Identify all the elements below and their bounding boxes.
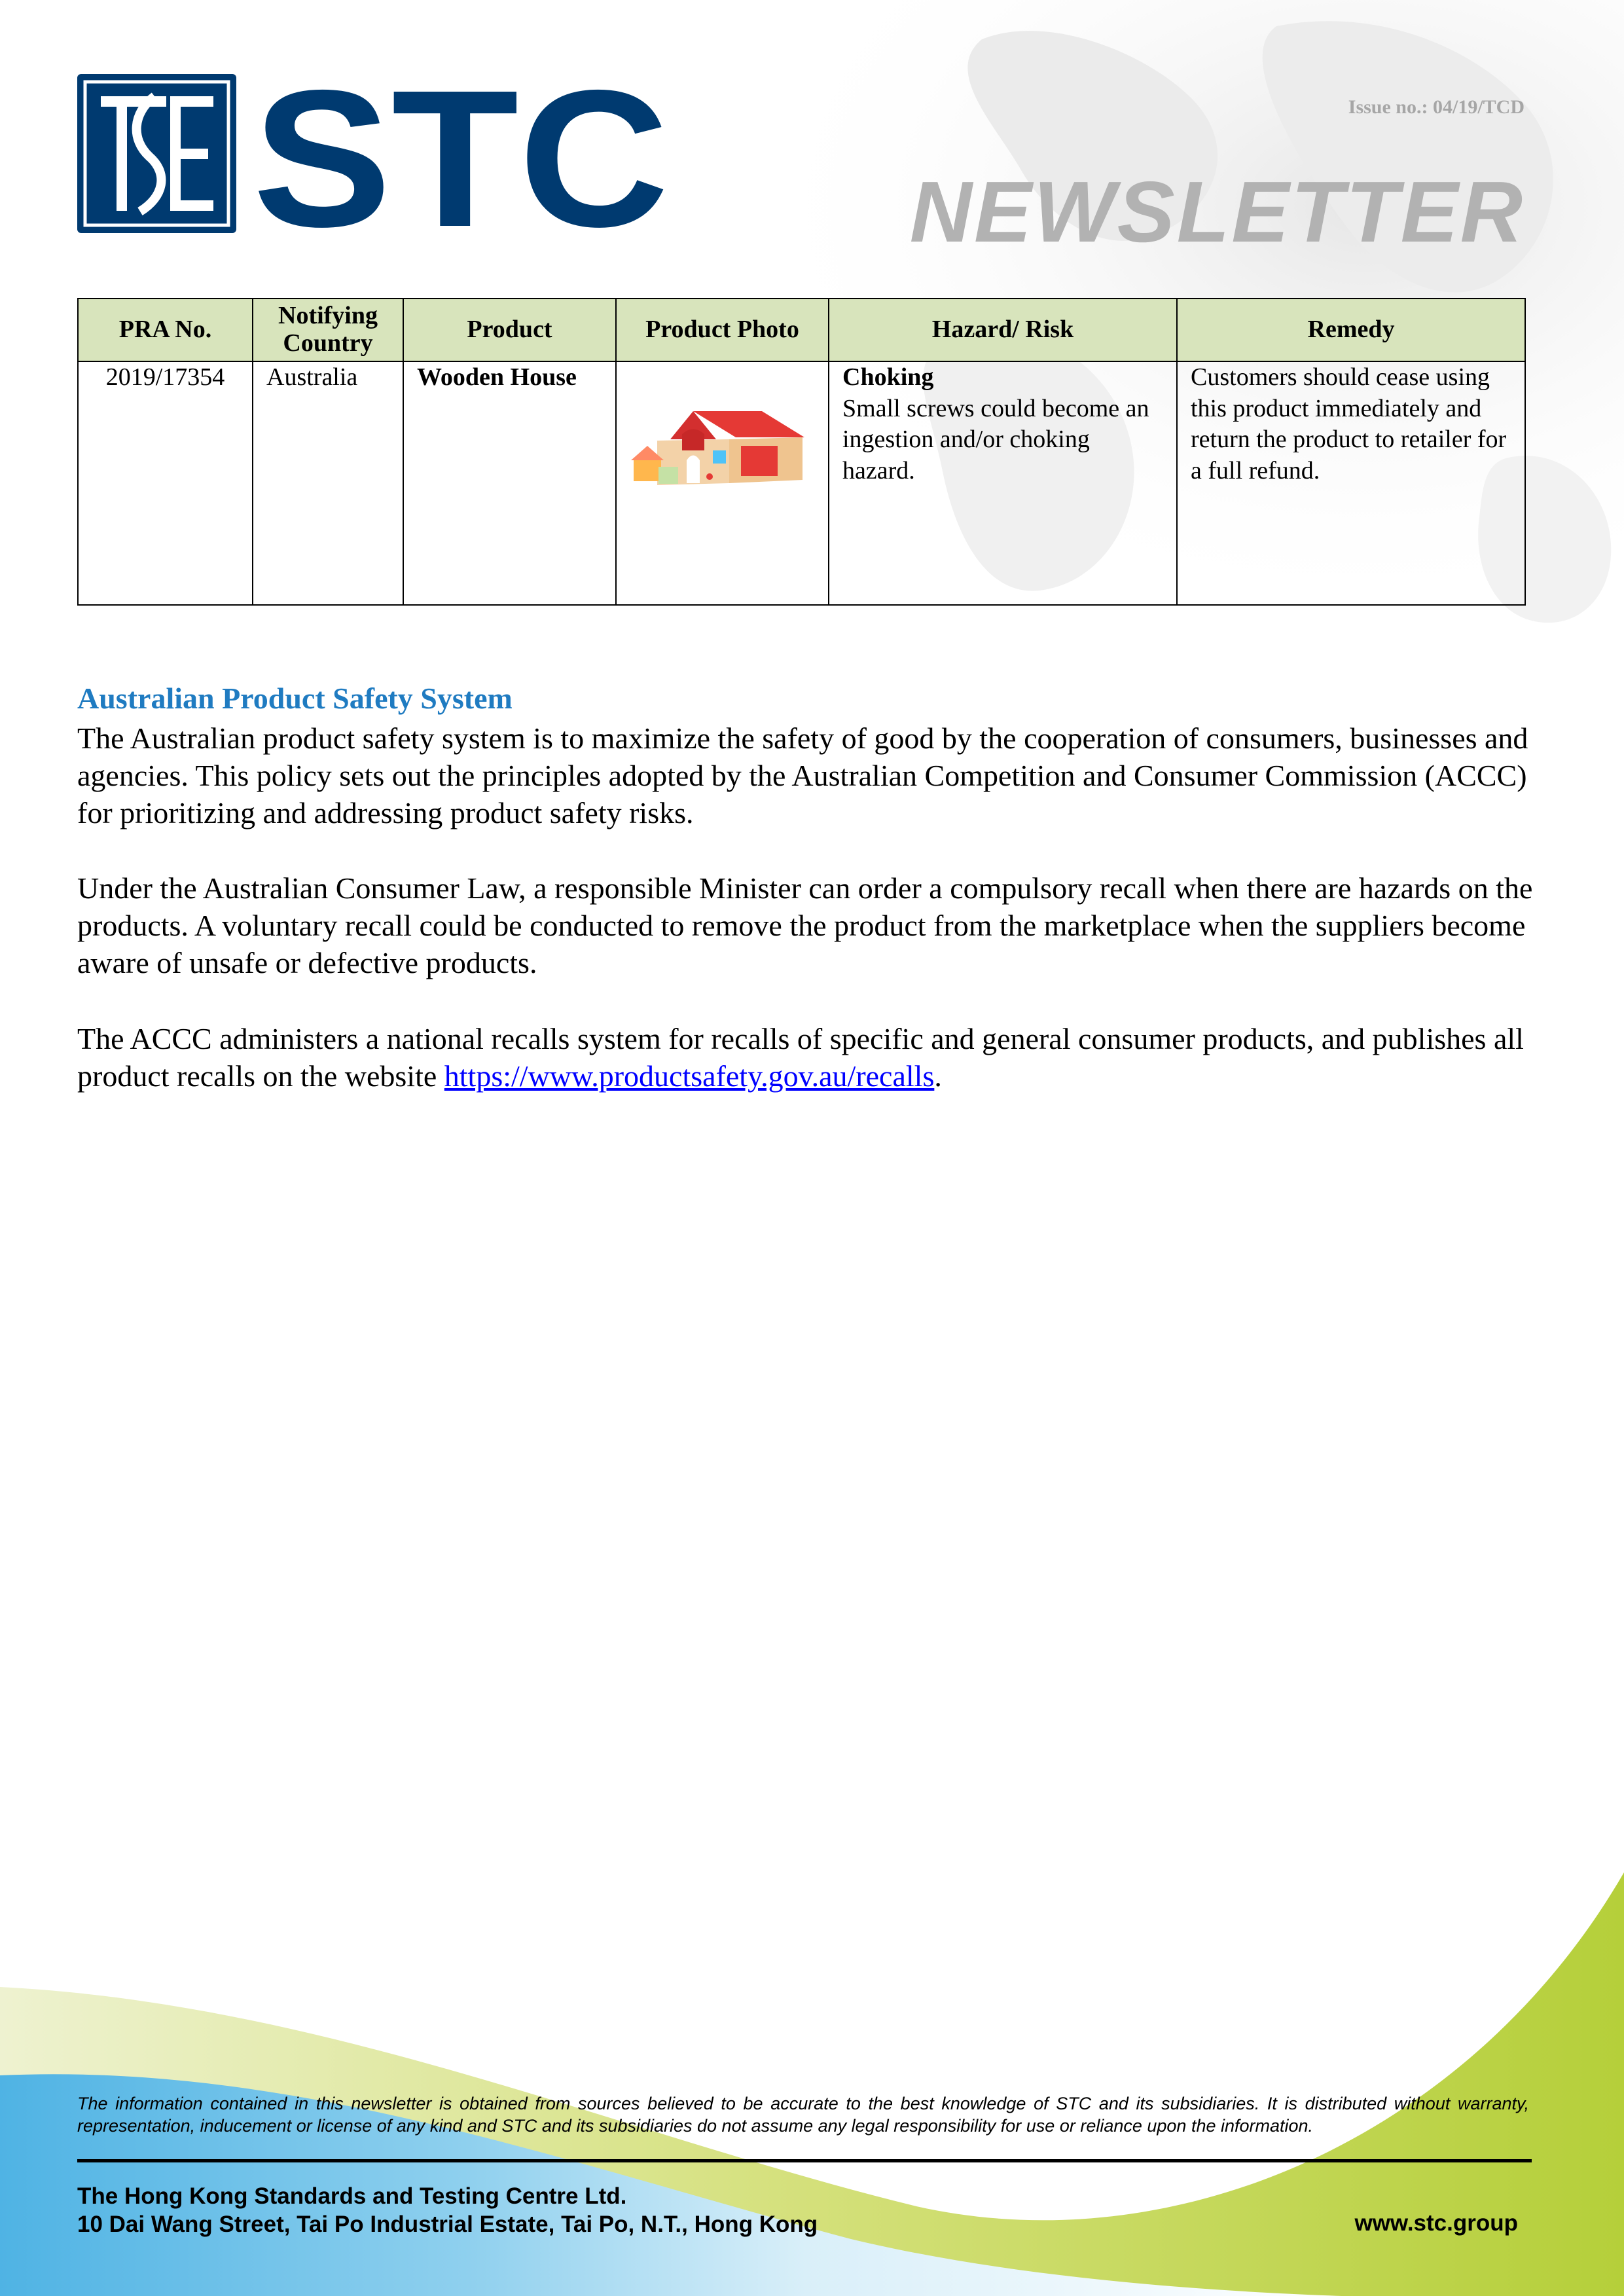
recalls-link[interactable]: https://www.productsafety.gov.au/recalls (444, 1059, 935, 1093)
table-row (78, 361, 1525, 605)
header-product-photo: Product Photo (616, 299, 829, 361)
header-remedy: Remedy (1177, 299, 1525, 361)
company-address: 10 Dai Wang Street, Tai Po Industrial Estate, Tai Po, N.T., Hong Kong (77, 2212, 818, 2237)
stc-logo (77, 74, 670, 239)
section-heading: Australian Product Safety System (77, 682, 513, 715)
cell-pra-no: 2019/17354 (78, 361, 253, 605)
cell-remedy: Customers should cease using this product immediately and return the product to retailer for a full refund. (1177, 361, 1525, 605)
header-pra-no: PRA No. (78, 299, 253, 361)
company-name: The Hong Kong Standards and Testing Centre Ltd. (77, 2183, 627, 2209)
header-product: Product (403, 299, 616, 361)
cell-product-photo (616, 361, 829, 605)
hazard-title: Choking (842, 363, 934, 391)
hazard-text: Small screws could become an ingestion and/or choking hazard. (842, 394, 1149, 484)
paragraph-3-end: . (934, 1059, 942, 1093)
paragraph-1: The Australian product safety system is to maximize the safety of good by the cooperation of consumers, businesses and agencies. This policy sets out the principles adopted by the Australian Competition and Consumer Commission (ACCC) for prioritizing and addressing product safety risks. (77, 721, 1528, 829)
header-notifying-country: Notifying Country (253, 299, 403, 361)
paragraph-3 (77, 1020, 1543, 1095)
issue-number: Issue no.: 04/19/TCD (1348, 96, 1525, 118)
paragraph-3-text: The ACCC administers a national recalls system for recalls of specific and general consumer products, and publishes all product recalls on the website (77, 1022, 1524, 1093)
newsletter-title: NEWSLETTER (909, 164, 1525, 260)
cell-product: Wooden House (403, 361, 616, 605)
wooden-toy-house-icon (631, 362, 814, 493)
disclaimer: The information contained in this newsletter is obtained from sources believed to be accurate to the best knowledge of STC and its subsidiaries. It is distributed without warranty, representation, inducement or license of any kind and STC and its subsidiaries do not assume any legal responsibility for use or reliance upon the information. (77, 2094, 1529, 2136)
footer-divider (77, 2159, 1532, 2162)
cell-country: Australia (253, 361, 403, 605)
recall-table (77, 298, 1526, 606)
header-hazard-risk: Hazard/ Risk (829, 299, 1177, 361)
cell-hazard (829, 361, 1177, 605)
table-header-row (78, 299, 1525, 361)
website-url: www.stc.group (1354, 2210, 1518, 2236)
svg-text:STC: STC (253, 74, 669, 239)
company-info (77, 2182, 818, 2238)
paragraph-2: Under the Australian Consumer Law, a responsible Minister can order a compulsory recall when there are hazards on the products. A voluntary recall could be conducted to remove the product from the marketplace when the suppliers become aware of unsafe or defective products. (77, 871, 1533, 979)
